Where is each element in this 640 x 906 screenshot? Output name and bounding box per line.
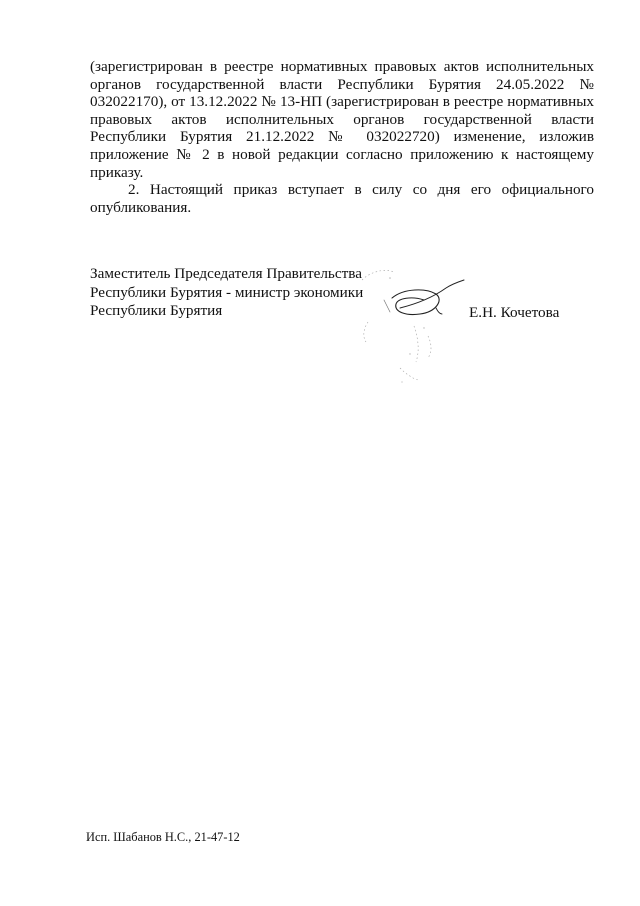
paragraph-line: опубликования. [90,198,192,216]
paragraph-line: 2. Настоящий приказ вступает в силу со дня его официального [128,181,594,199]
handwritten-signature [340,258,470,388]
signer-position-line: Заместитель Председателя Правительства [90,265,362,282]
paragraph-line: 032022170), от 13.12.2022 № 13-НП (зарегистрирован в реестре нормативных [90,93,594,111]
signer-name: Е.Н. Кочетова [469,304,560,321]
paragraph-line: органов государственной власти Республики Бурятия 24.05.2022 № [90,75,594,93]
paragraph-line: приказу. [90,163,144,181]
signer-position-line: Республики Бурятия - министр экономики [90,283,364,301]
paragraph-line: приложение № 2 в новой редакции согласно приложению к настоящему [90,145,594,163]
paragraph-line: (зарегистрирован в реестре нормативных правовых актов исполнительных [90,58,594,75]
signer-position-line: Республики Бурятия [90,302,223,319]
signer-position [90,265,363,321]
paragraph-line: Республики Бурятия 21.12.2022 № 032022720) изменение, изложив [90,128,594,146]
paragraph-line: правовых актов исполнительных органов государственной власти [90,110,594,128]
executor-note: Исп. Шабанов Н.С., 21-47-12 [86,830,240,844]
document-body [90,58,594,216]
